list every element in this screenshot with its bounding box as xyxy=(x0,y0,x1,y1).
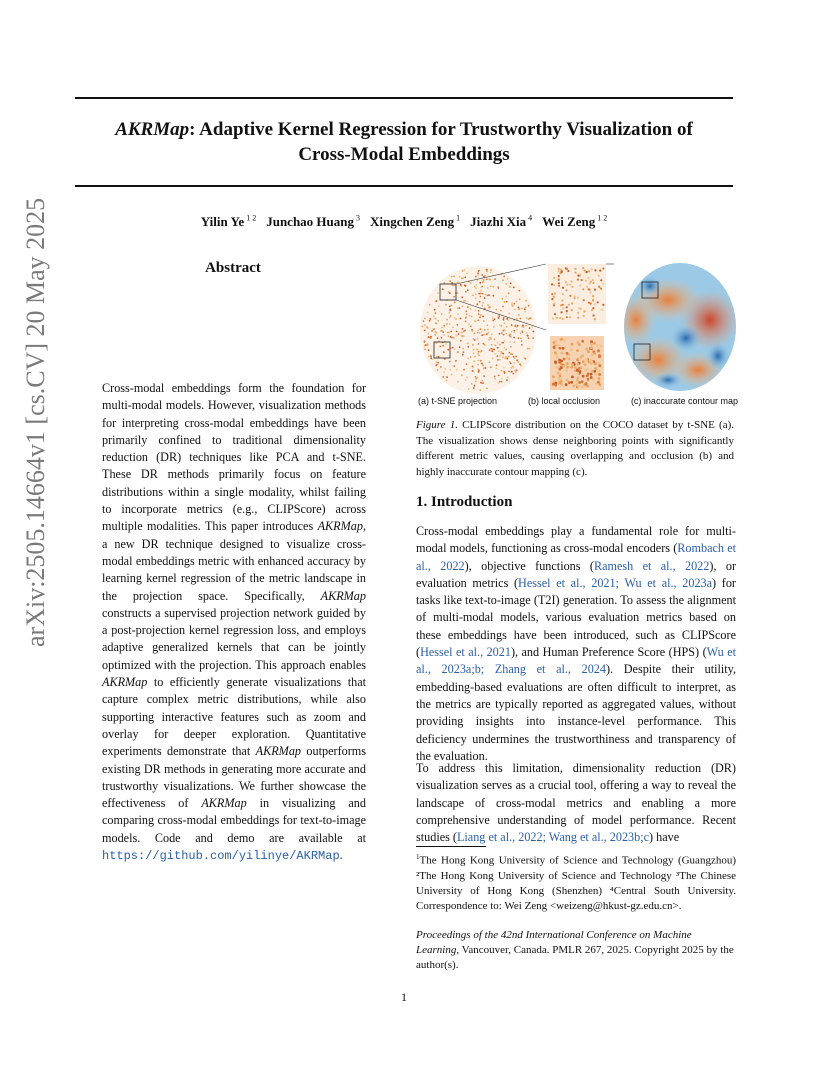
footnote-mark: 1 xyxy=(416,853,420,861)
paper-title xyxy=(75,117,733,167)
citation-link[interactable]: Hessel et al., 2021; Wu et al., 2023a xyxy=(518,575,713,590)
title-italic: AKRMap xyxy=(115,119,190,140)
author-name: Junchao Huang $^3$ xyxy=(266,214,361,230)
abstract-emphasis: AKRMap xyxy=(102,675,148,690)
paragraph-text: ) for tasks like text-to-image (T2I) generation. To assess the alignment of multi-modal models, various evaluation metrics based on these embeddings have been introduced, such as CLIPScore ( xyxy=(416,575,736,660)
footnote-rule xyxy=(416,846,486,847)
panel-label-c: (c) inaccurate contour map xyxy=(630,396,738,406)
author-name: Jiazhi Xia $^4$ xyxy=(470,214,533,230)
author-affiliation: 1 2 xyxy=(244,214,257,223)
paragraph-text: ), and Human Preference Score (HPS) ( xyxy=(510,645,707,660)
local-occlusion-panel xyxy=(548,264,606,390)
citation-link[interactable]: Hessel et al., 2021 xyxy=(420,645,511,660)
top-rule xyxy=(75,97,733,99)
introduction-paragraph-1 xyxy=(416,523,736,765)
panel-label-b: (b) local occlusion xyxy=(527,396,600,406)
abstract-text: Cross-modal embeddings form the foundation for multi-modal models. However, visualization methods for interpreting cross-modal embeddings have been primarily confined to traditional dimensionality reduction (DR) techniques like PCA and t-SNE. These DR methods primarily focus on feature distributions within a single modality, whilst failing to incorporate metrics (e.g., CLIPScore) across multiple modalities. This paper introduces xyxy=(102,381,366,534)
author-affiliation: 3 xyxy=(354,214,361,223)
figure-panel-labels xyxy=(418,396,738,406)
abstract-emphasis: AKRMap xyxy=(201,796,247,811)
title-line2: Cross-Modal Embeddings xyxy=(298,144,510,165)
abstract-emphasis: AKRMap xyxy=(317,519,363,534)
tsne-scatter-panel xyxy=(420,266,536,394)
paragraph-text: To address this limitation, dimensionality reduction (DR) visualization serves as a crucial tool, offering a way to reveal the landscape of cross-modal metrics and enabling a more comprehensive understanding of model performance. Recent studies ( xyxy=(416,761,736,845)
proceedings-text: , Vancouver, Canada. PMLR 267, 2025. Copyright 2025 by the author(s). xyxy=(416,944,734,972)
author-name: Xingchen Zeng $^1$ xyxy=(370,214,461,230)
figure-caption-text: CLIPScore distribution on the COCO dataset by t-SNE (a). The visualization shows dense neighboring points with significantly different metric values, causing overlapping and occlusion (b) and highly inaccurate contour mapping (c). xyxy=(416,419,735,478)
paragraph-text: ) have xyxy=(649,830,680,845)
paragraph-text: ), objective functions ( xyxy=(464,558,594,573)
citation-link[interactable]: Wu et al., 2023a;b; Zhang et al., 2024 xyxy=(416,645,736,677)
abstract-emphasis: AKRMap xyxy=(255,744,302,759)
paragraph-text: ), or evaluation metrics ( xyxy=(416,558,736,590)
proceedings-note xyxy=(416,928,736,974)
affiliations-footnote xyxy=(416,850,736,914)
author-affiliation: 1 xyxy=(454,214,461,223)
abstract-text: to efficiently generate visualizations that capture complex metric distributions, while also supporting interactive features such as zoom and overlay for deeper exploration. Quantitative experiments demonstrate that xyxy=(102,675,366,759)
paragraph-text: ). Despite their utility, embedding-based evaluations are often difficult to interpret, as the metrics are typically reported as aggregated values, without providing insights into instance-level performance. This deficiency undermines the trustworthiness and transparency of the evaluation. xyxy=(416,662,736,763)
panel-label-a: (a) t-SNE projection xyxy=(418,396,498,406)
abstract-text: outperforms existing DR methods in generating more accurate and trustworthy visualizations. We further showcase the effectiveness of xyxy=(102,744,366,811)
abstract-heading: Abstract xyxy=(205,260,261,276)
author-affiliation: 1 2 xyxy=(595,214,608,223)
figure-caption xyxy=(416,418,734,480)
abstract-text: . xyxy=(339,848,343,863)
proceedings-italic: Proceedings of the 42nd International Conference on Machine Learning xyxy=(416,929,692,957)
footnote-text: The Hong Kong University of Science and Technology (Guangzhou) ²The Hong Kong University of Science and Technology ³The Chinese University of Hong Kong (Shenzhen) ⁴Central South University. Correspondence to: Wei Zeng <weizeng@hkust-gz.edu.cn>. xyxy=(416,854,736,913)
code-link[interactable]: https://github.com/yilinye/AKRMap xyxy=(102,849,340,864)
contour-map-panel xyxy=(616,263,736,391)
citation-link[interactable]: Ramesh et al., 2022 xyxy=(593,558,710,573)
introduction-heading: 1. Introduction xyxy=(416,494,513,510)
title-line1: : Adaptive Kernel Regression for Trustworthy Visualization of xyxy=(189,119,693,140)
citation-link[interactable]: Liang et al., 2022; Wang et al., 2023b;c xyxy=(456,830,650,845)
title-bottom-rule xyxy=(75,185,733,187)
abstract-text: in visualizing and comparing cross-modal embeddings for text-to-image models. Code and demo are available at xyxy=(102,796,366,845)
abstract-text: constructs a supervised projection network guided by a post-projection kernel regression loss, and employs adaptive generalized kernels that can be jointly optimized with the projection. This approach enables xyxy=(102,605,366,672)
figure-label: Figure 1. xyxy=(416,419,458,431)
author-affiliation: 4 xyxy=(526,214,533,223)
arxiv-identifier: arXiv:2505.14664v1 [cs.CV] 20 May 2025 xyxy=(21,197,50,647)
paragraph-text: Cross-modal embeddings play a fundamental role for multi-modal models, functioning as cross-modal encoders ( xyxy=(416,524,736,556)
author-list xyxy=(75,214,733,230)
citation-link[interactable]: Rombach et al., 2022 xyxy=(416,541,736,573)
author-name: Yilin Ye $^{1 2}$ xyxy=(200,214,257,230)
introduction-paragraph-2 xyxy=(416,760,736,846)
abstract-text: , a new DR technique designed to visualize cross-modal embeddings metric with enhanced accuracy by learning kernel regression of the metric landscape in the projection space. Specifically, xyxy=(102,519,366,603)
abstract-emphasis: AKRMap xyxy=(320,588,366,603)
page-number: 1 xyxy=(401,990,407,1004)
author-name: Wei Zeng $^{1 2}$ xyxy=(542,214,608,230)
figure-1-image xyxy=(418,260,736,400)
abstract-body xyxy=(102,380,366,865)
